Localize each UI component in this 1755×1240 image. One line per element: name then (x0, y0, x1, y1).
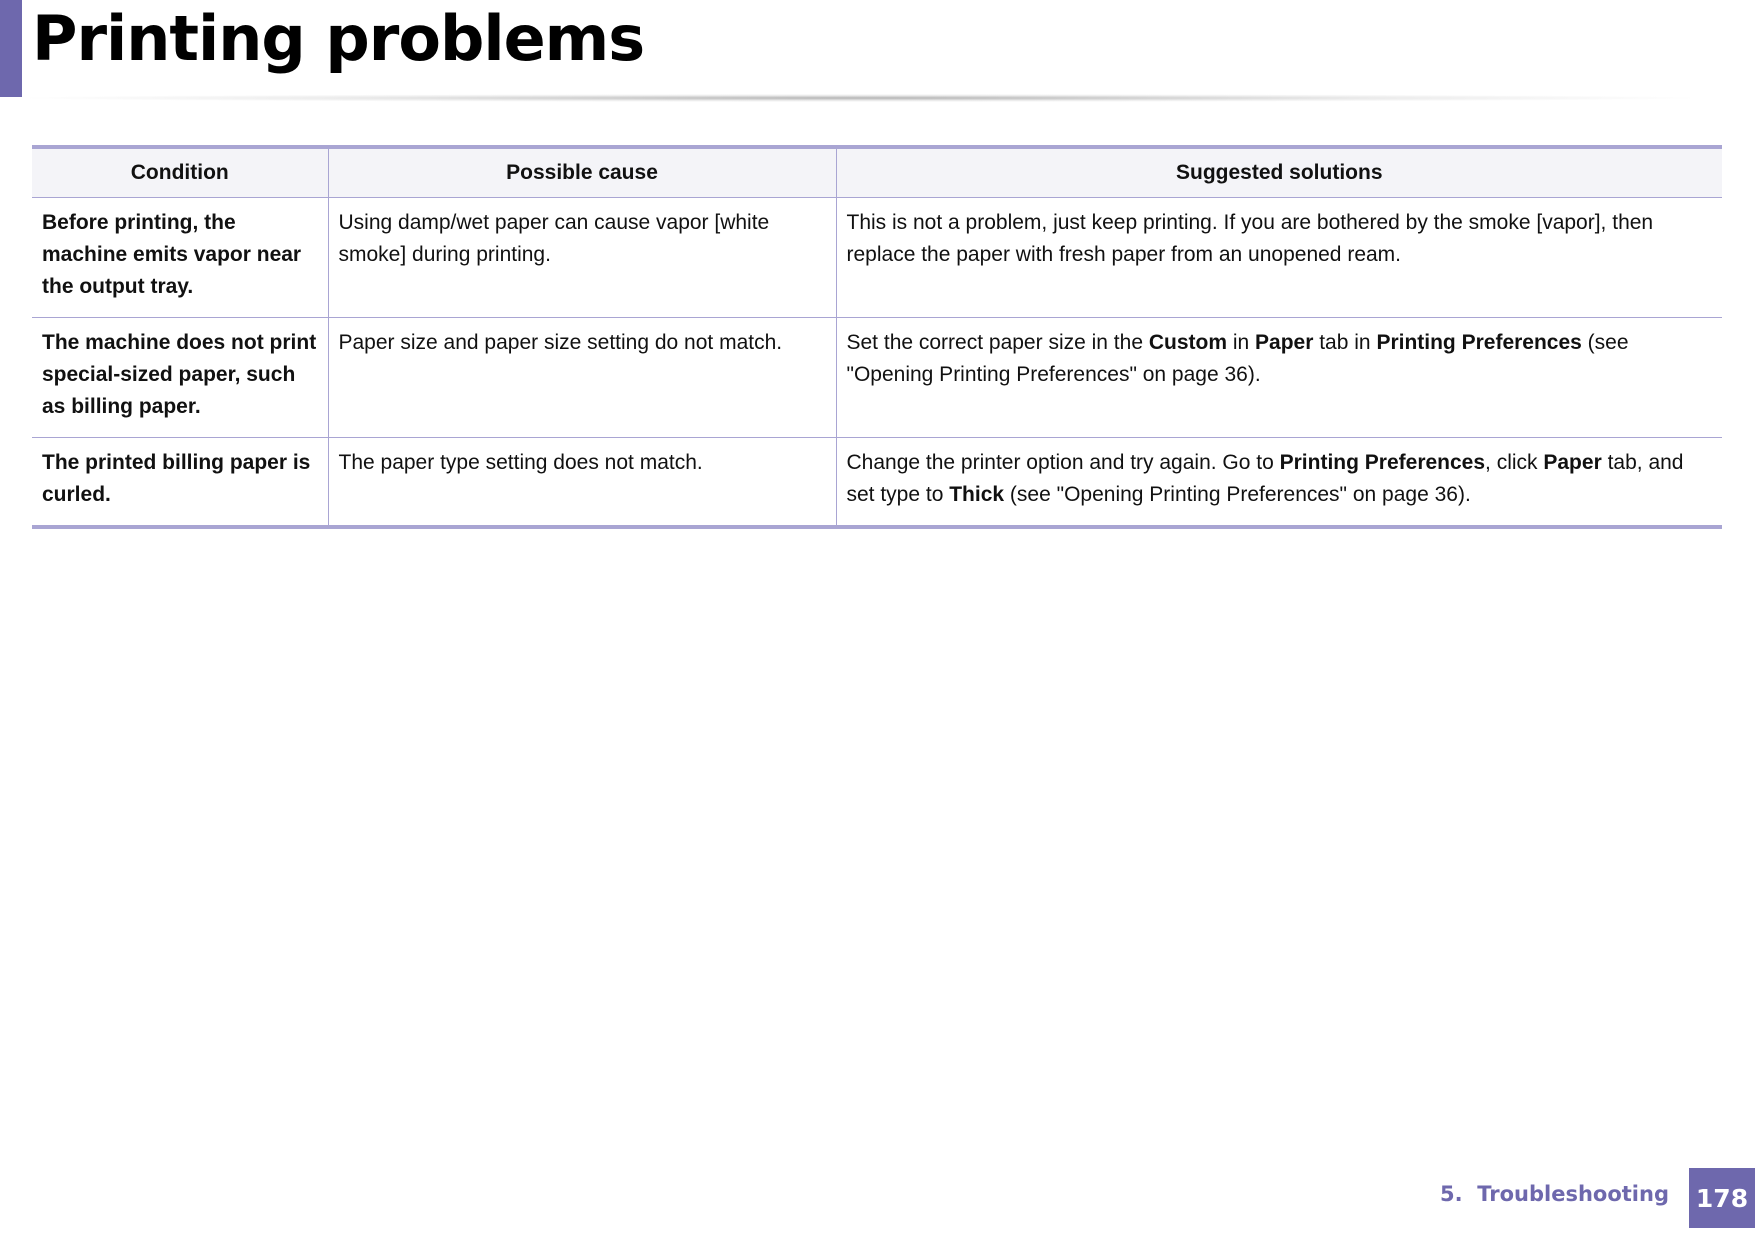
condition-cell: The machine does not print special-sized paper, such as billing paper. (32, 318, 328, 438)
solution-emphasis: Custom (1148, 331, 1227, 354)
title-underline (30, 94, 1690, 102)
cause-cell: Using damp/wet paper can cause vapor [white smoke] during printing. (328, 198, 836, 318)
chapter-label: 5. Troubleshooting (1440, 1182, 1669, 1206)
solution-emphasis: Thick (949, 483, 1005, 506)
solution-cell (836, 198, 1722, 318)
solution-text: tab in (1313, 331, 1377, 354)
troubleshooting-table (32, 145, 1722, 529)
column-header-cause: Possible cause (328, 147, 836, 198)
solution-text: This is not a problem, just keep printing. If you are bothered by the smoke [vapor], then replace the paper with fresh paper from an unopened ream. (846, 211, 1654, 266)
solution-text: (see "Opening Printing Preferences" on page 36). (1004, 483, 1471, 506)
cause-cell: Paper size and paper size setting do not match. (328, 318, 836, 438)
solution-cell (836, 318, 1722, 438)
solution-text: , click (1485, 451, 1544, 474)
solution-emphasis: Printing Preferences (1279, 451, 1486, 474)
solution-text: in (1227, 331, 1256, 354)
cause-cell: The paper type setting does not match. (328, 438, 836, 528)
column-header-condition: Condition (32, 147, 328, 198)
page-title: Printing problems (32, 2, 645, 75)
column-header-solutions: Suggested solutions (836, 147, 1722, 198)
solution-text: tab, and set type to (846, 451, 1684, 506)
title-accent-bar (0, 0, 22, 97)
table-row (32, 318, 1722, 438)
solution-text: (see "Opening Printing Preferences" on page 36). (846, 331, 1629, 386)
solution-emphasis: Paper (1543, 451, 1602, 474)
solution-emphasis: Paper (1255, 331, 1314, 354)
table-header-row (32, 147, 1722, 198)
condition-cell: The printed billing paper is curled. (32, 438, 328, 528)
page-number-badge: 178 (1689, 1168, 1755, 1228)
table-row (32, 438, 1722, 528)
solution-text: Change the printer option and try again. Go to (846, 451, 1280, 474)
table-row (32, 198, 1722, 318)
solution-cell (836, 438, 1722, 528)
condition-cell: Before printing, the machine emits vapor near the output tray. (32, 198, 328, 318)
solution-emphasis: Printing Preferences (1376, 331, 1582, 354)
solution-text: Set the correct paper size in the (846, 331, 1149, 354)
